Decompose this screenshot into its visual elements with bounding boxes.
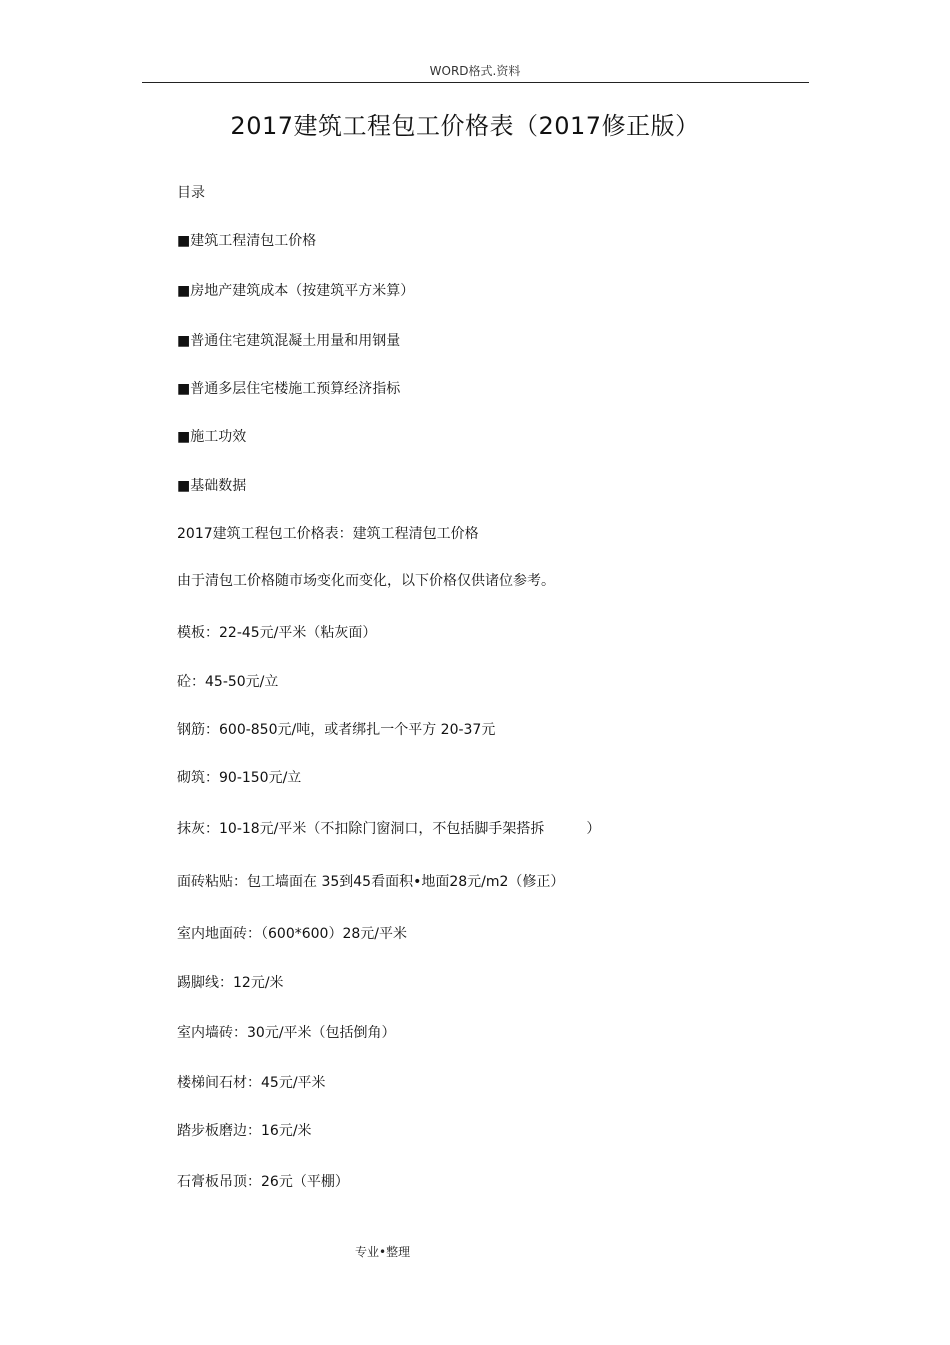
page-footer: 专业•整理 (355, 1245, 411, 1259)
price-item: 石膏板吊顶：26元（平棚） (177, 1174, 349, 1190)
header-divider (142, 82, 809, 83)
price-item: 面砖粘贴：包工墙面在 35到45看面积•地面28元/m2（修正） (177, 874, 565, 890)
page-header: WORD格式.资料 (429, 64, 521, 78)
toc-item: ■普通多层住宅楼施工预算经济指标 (177, 381, 401, 397)
toc-heading: 目录 (177, 185, 205, 201)
price-item: 室内墙砖：30元/平米（包括倒角） (177, 1025, 396, 1041)
price-item: 楼梯间石材：45元/平米 (177, 1075, 326, 1091)
price-item: 模板：22-45元/平米（粘灰面） (177, 625, 377, 641)
toc-item: ■基础数据 (177, 478, 247, 494)
price-item: 踢脚线：12元/米 (177, 975, 284, 991)
price-item: 钢筋：600-850元/吨，或者绑扎一个平方 20-37元 (177, 722, 496, 738)
price-item: 踏步板磨边：16元/米 (177, 1123, 312, 1139)
price-item: 室内地面砖：（600*600）28元/平米 (177, 926, 407, 942)
toc-item: ■普通住宅建筑混凝土用量和用钢量 (177, 333, 401, 349)
paragraph: 由于清包工价格随市场变化而变化，以下价格仅供诸位参考。 (177, 573, 555, 589)
price-item: 砼：45-50元/立 (177, 674, 279, 690)
section-heading: 2017建筑工程包工价格表：建筑工程清包工价格 (177, 526, 479, 542)
price-item: 抹灰：10-18元/平米（不扣除门窗洞口，不包括脚手架搭拆 ） (177, 821, 601, 837)
toc-item: ■施工功效 (177, 429, 247, 445)
document-title: 2017建筑工程包工价格表（2017修正版） (230, 112, 700, 140)
price-item: 砌筑：90-150元/立 (177, 770, 302, 786)
toc-item: ■建筑工程清包工价格 (177, 233, 317, 249)
toc-item: ■房地产建筑成本（按建筑平方米算） (177, 283, 415, 299)
